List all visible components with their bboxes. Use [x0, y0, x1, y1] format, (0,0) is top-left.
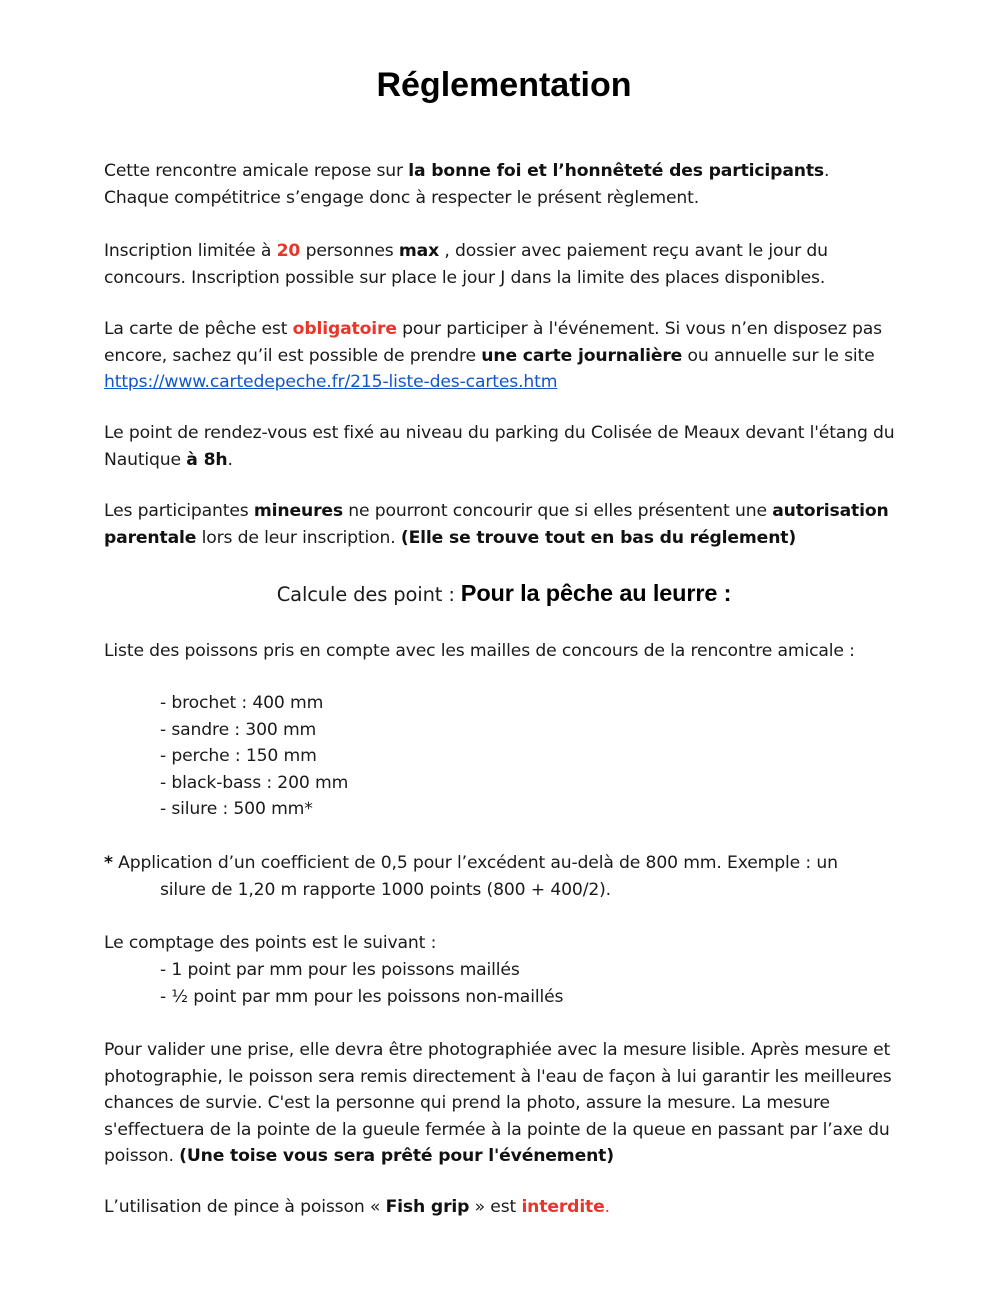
- list-item: - brochet : 400 mm: [160, 693, 324, 713]
- pince-paragraph: [104, 1194, 904, 1221]
- intro-bold: la bonne foi et l’honnêteté des participants: [408, 161, 824, 181]
- validation-bold: (Une toise vous sera prêté pour l'événement): [179, 1146, 614, 1167]
- carte-middle: pour participer à l'événement. Si vous n’en disposez pas encore, sachez qu’il est possible de prendre: [104, 319, 882, 366]
- carte-after: ou annuelle sur le site: [682, 345, 875, 366]
- inscription-count: 20: [276, 241, 301, 261]
- mineures-text: Les participantes: [104, 501, 254, 521]
- intro-period: .: [824, 161, 830, 181]
- subtitle-normal: Calcule des point :: [276, 583, 461, 606]
- pince-middle: » est: [469, 1197, 522, 1217]
- section-subtitle: [104, 578, 904, 610]
- intro-line2: Chaque compétitrice s’engage donc à respecter le présent règlement.: [104, 187, 700, 208]
- note-star: *: [104, 853, 113, 873]
- rdv-text: Le point de rendez-vous est fixé au niveau du parking du Colisée de Meaux devant l'étang du Nautique: [104, 423, 895, 470]
- carte-link[interactable]: https://www.cartedepeche.fr/215-liste-des-cartes.htm: [104, 372, 558, 393]
- coefficient-note: [104, 850, 904, 903]
- list-item: - sandre : 300 mm: [160, 719, 317, 740]
- rdv-time: à 8h: [186, 449, 228, 470]
- carte-paragraph: [104, 316, 904, 396]
- list-item: - ½ point par mm pour les poissons non-maillés: [160, 986, 564, 1007]
- pince-period: .: [604, 1197, 610, 1217]
- fish-list: [160, 690, 348, 823]
- list-item: - 1 point par mm pour les poissons maillés: [160, 960, 520, 980]
- mineures-note: (Elle se trouve tout en bas du réglement): [400, 527, 797, 548]
- mineures-after: lors de leur inscription.: [196, 527, 401, 548]
- count-intro: Le comptage des points est le suivant :: [104, 933, 437, 953]
- note-line1: Application d’un coefficient de 0,5 pour l’excédent au-delà de 800 mm. Exemple : un: [112, 853, 838, 873]
- list-item: - silure : 500 mm*: [160, 799, 313, 820]
- carte-journaliere: une carte journalière: [481, 345, 683, 366]
- mineures-paragraph: [104, 498, 904, 551]
- inscription-paragraph: [104, 238, 904, 291]
- inscription-after: , dossier avec paiement reçu avant le jour du concours. Inscription possible sur place le jour J dans la limite des places disponibles.: [104, 241, 828, 288]
- rdv-period: .: [227, 449, 233, 470]
- page-title: Réglementation: [376, 66, 632, 104]
- pince-text: L’utilisation de pince à poisson «: [104, 1197, 386, 1217]
- note-line2: silure de 1,20 m rapporte 1000 points (800 + 400/2).: [160, 879, 611, 900]
- carte-obligatoire: obligatoire: [292, 319, 397, 339]
- mineures-middle: ne pourront concourir que si elles présentent une: [342, 501, 773, 521]
- list-item: - perche : 150 mm: [160, 746, 317, 767]
- subtitle-strong: Pour la pêche au leurre :: [460, 580, 732, 606]
- carte-text: La carte de pêche est: [104, 319, 293, 339]
- fish-intro: Liste des poissons pris en compte avec les mailles de concours de la rencontre amicale :: [104, 641, 855, 661]
- autorisation-bold: autorisation parentale: [104, 501, 889, 548]
- intro-text: Cette rencontre amicale repose sur: [104, 161, 409, 181]
- validation-text: Pour valider une prise, elle devra être photographiée avec la mesure lisible. Après mesure et photographie, le poisson sera remis directement à l'eau de façon à lui garantir les meilleures chances de survie. C'est la personne qui prend la photo, assure la mesure. La mesure s'effectuera de la pointe de la gueule fermée à la pointe de la queue en passant par l’axe du poisson.: [104, 1040, 892, 1167]
- interdite-label: interdite: [521, 1197, 605, 1217]
- mineures-bold: mineures: [253, 501, 343, 521]
- fish-grip-bold: Fish grip: [385, 1197, 470, 1217]
- inscription-max: max: [398, 241, 440, 261]
- inscription-middle: personnes: [300, 241, 399, 261]
- validation-paragraph: [104, 1037, 904, 1170]
- count-list: [160, 957, 563, 1010]
- list-item: - black-bass : 200 mm: [160, 772, 349, 793]
- rdv-paragraph: [104, 420, 904, 473]
- inscription-text: Inscription limitée à: [104, 241, 277, 261]
- intro-paragraph: [104, 158, 904, 211]
